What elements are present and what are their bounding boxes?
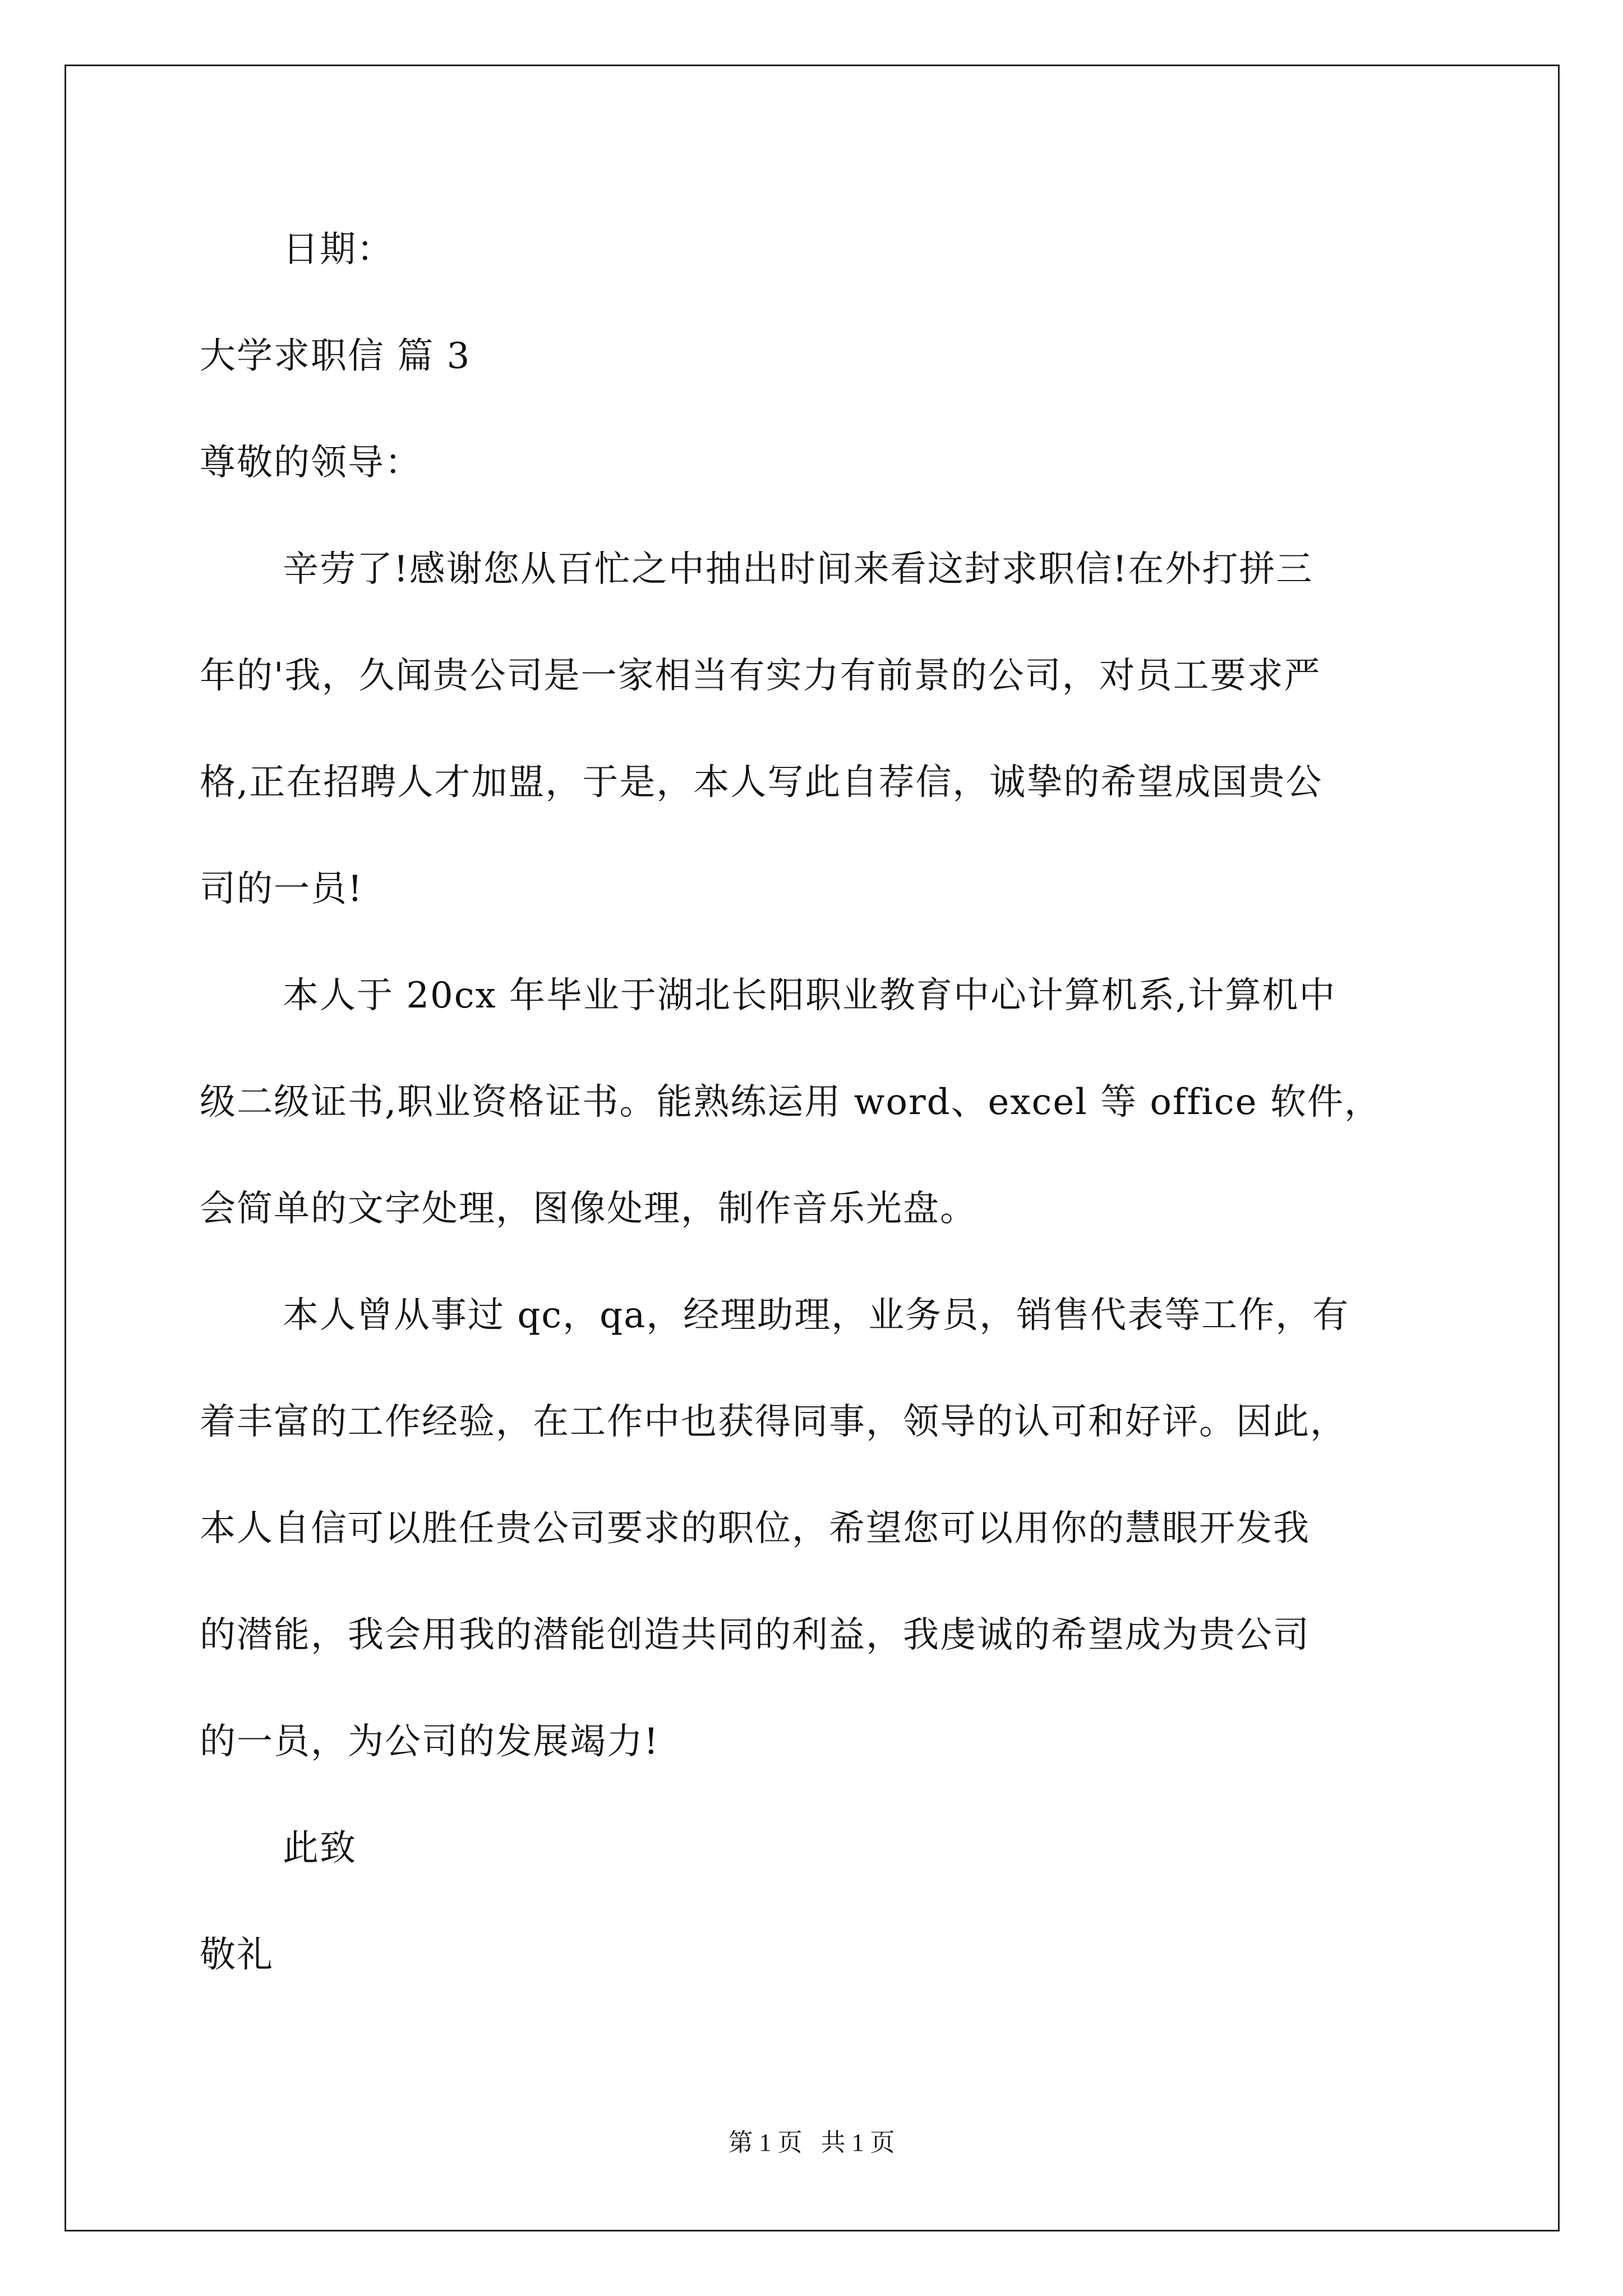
regards: 敬礼	[200, 1934, 274, 1976]
paragraph1-line1: 辛劳了!感谢您从百忙之中抽出时间来看这封求职信!在外打拼三	[283, 549, 1313, 590]
date-label: 日期：	[283, 229, 394, 270]
paragraph3-line3: 本人自信可以胜任贵公司要求的职位，希望您可以用你的慧眼开发我	[200, 1508, 1310, 1549]
paragraph3-line2: 着丰富的工作经验，在工作中也获得同事，领导的认可和好评。因此，	[200, 1401, 1347, 1443]
section-title: 大学求职信 篇 3	[200, 335, 471, 377]
paragraph2-line2: 级二级证书,职业资格证书。能熟练运用 word、excel 等 office 软件，	[200, 1082, 1381, 1123]
page-border	[64, 65, 1560, 2231]
page-footer: 第 1 页 共 1 页	[728, 2129, 895, 2156]
paragraph3-line4: 的潜能，我会用我的潜能创造共同的利益，我虔诚的希望成为贵公司	[200, 1614, 1310, 1656]
paragraph3-line5: 的一员，为公司的发展竭力!	[200, 1721, 660, 1763]
paragraph1-line4: 司的一员!	[200, 868, 363, 910]
paragraph1-line2: 年的'我，久闻贵公司是一家相当有实力有前景的公司，对员工要求严	[200, 655, 1321, 697]
paragraph3-line1: 本人曾从事过 qc，qa，经理助理，业务员，销售代表等工作，有	[283, 1295, 1350, 1336]
salutation: 尊敬的领导：	[200, 442, 422, 484]
closing: 此致	[283, 1828, 357, 1869]
paragraph2-line3: 会简单的文字处理，图像处理，制作音乐光盘。	[200, 1188, 977, 1230]
paragraph1-line3: 格,正在招聘人才加盟，于是，本人写此自荐信，诚挚的希望成国贵公	[200, 762, 1323, 803]
paragraph2-line1: 本人于 20cx 年毕业于湖北长阳职业教育中心计算机系,计算机中	[283, 975, 1336, 1016]
